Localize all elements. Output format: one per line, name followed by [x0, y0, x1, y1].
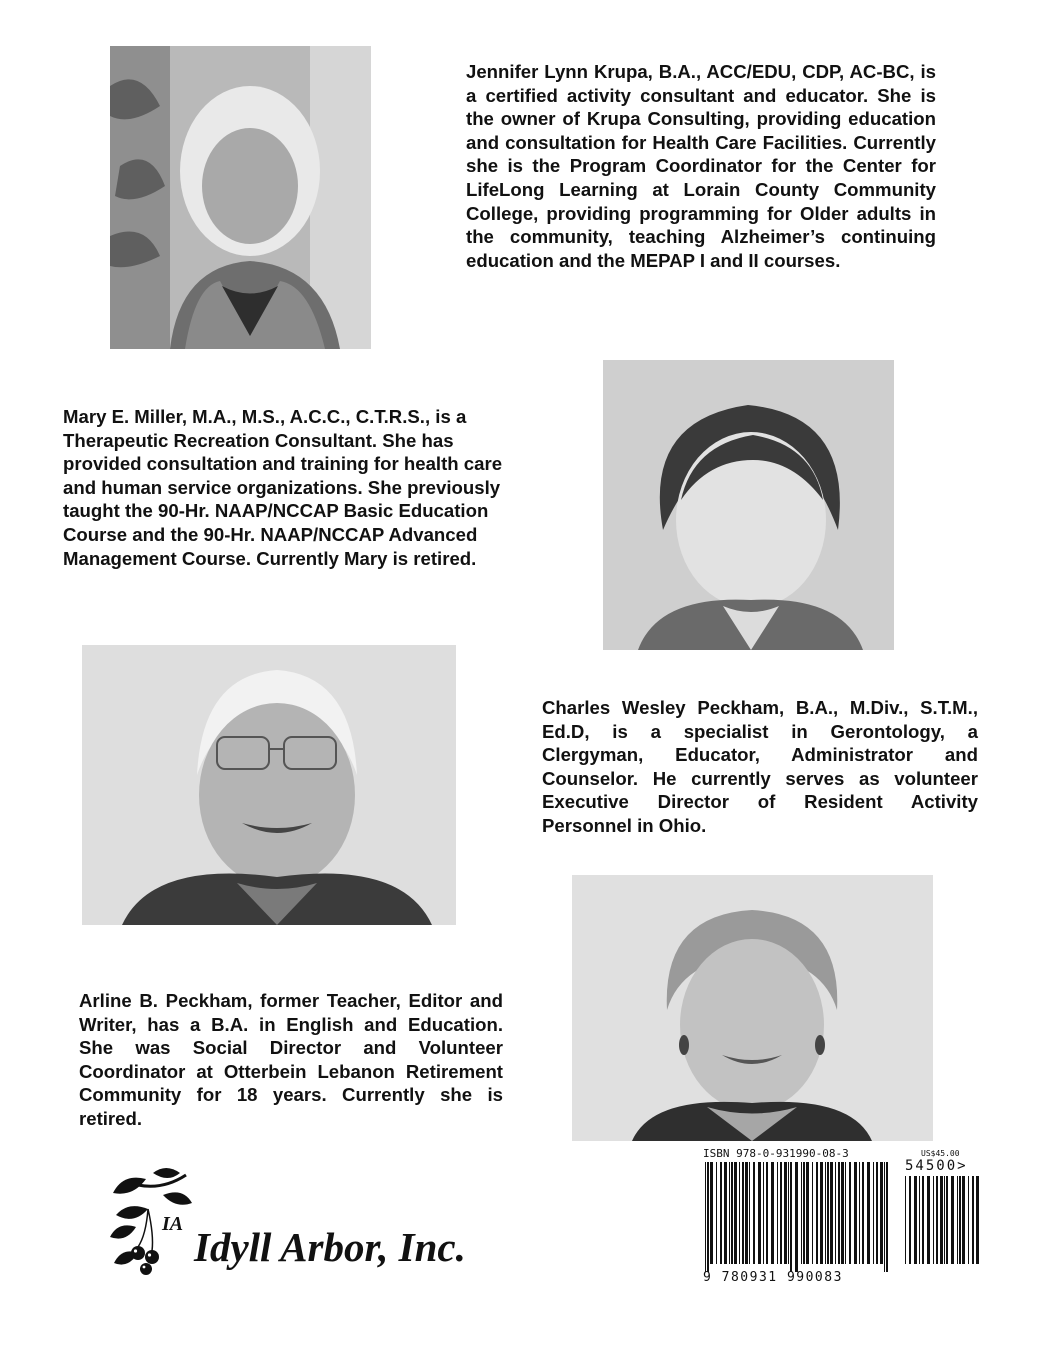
price-label: US$45.00: [921, 1149, 960, 1158]
bio-jennifer-krupa: Jennifer Lynn Krupa, B.A., ACC/EDU, CDP, AC-BC, is a certified activity consultant and educator. She is the owner of Krupa Consulting, providing education and consultation for Health Care Facilities. Currently she is the Program Coordinator for the Center for LifeLong Learning at Lorain County Community College, providing programming for Older adults in the community, teaching Alzheimer’s continuing education and the MEPAP I and II courses.: [466, 61, 936, 271]
cherry-branch-icon: [108, 1165, 198, 1285]
barcode-addon-bars: [903, 1176, 983, 1272]
barcode-main-bars: [703, 1162, 893, 1272]
addon-digits: 54500>: [905, 1158, 968, 1174]
publisher-mark: IA: [162, 1213, 184, 1235]
bio-mary-miller: Mary E. Miller, M.A., M.S., A.C.C., C.T.R.S., is a Therapeutic Recreation Consultant. She has provided consultation and training for health care and human service organizations. She previously taught the 90-Hr. NAAP/NCCAP Basic Education Course and the 90-Hr. NAAP/NCCAP Advanced Management Course. Currently Mary is retired.: [63, 406, 503, 569]
isbn-label: ISBN 978-0-931990-08-3: [703, 1147, 849, 1160]
barcode-digits: 9 780931 990083: [703, 1270, 843, 1285]
photo-charles-peckham: [82, 645, 456, 925]
publisher-name: Idyll Arbor, Inc.: [194, 1224, 466, 1270]
photo-jennifer-krupa: [110, 46, 371, 349]
bio-charles-peckham: Charles Wesley Peckham, B.A., M.Div., S.T.M., Ed.D, is a specialist in Gerontology, a Clergyman, Educator, Administrator and Counselor. He currently serves as volunteer Executive Director of Resident Activity Personnel in Ohio.: [542, 697, 978, 836]
photo-arline-peckham: [572, 875, 933, 1141]
bio-arline-peckham: Arline B. Peckham, former Teacher, Editor and Writer, has a B.A. in English and Education. She was Social Director and Volunteer Coordinator at Otterbein Lebanon Retirement Community for 18 years. Currently she is retired.: [79, 990, 503, 1129]
photo-mary-miller: [603, 360, 894, 650]
publisher-logo: [108, 1165, 478, 1285]
isbn-barcode: [703, 1147, 984, 1287]
